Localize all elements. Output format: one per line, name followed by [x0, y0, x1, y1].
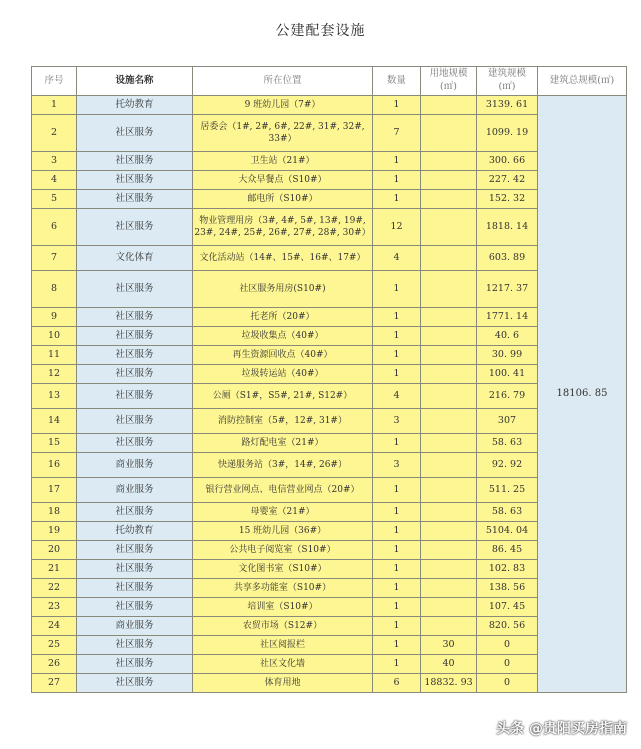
header-land-scale — [421, 67, 477, 96]
cell-quantity: 1 — [373, 655, 421, 674]
cell-building-scale: 1818. 14 — [477, 209, 538, 246]
cell-quantity: 1 — [373, 541, 421, 560]
cell-land-scale — [421, 560, 477, 579]
cell-land-scale — [421, 384, 477, 409]
table-row — [32, 171, 627, 190]
cell-facility-name: 商业服务 — [77, 453, 193, 478]
cell-index: 27 — [32, 674, 77, 693]
cell-building-scale: 58. 63 — [477, 434, 538, 453]
table-row — [32, 115, 627, 152]
cell-index: 26 — [32, 655, 77, 674]
cell-building-scale: 0 — [477, 636, 538, 655]
cell-quantity: 1 — [373, 327, 421, 346]
header-quantity: 数量 — [373, 67, 421, 96]
cell-quantity: 1 — [373, 96, 421, 115]
cell-facility-name: 社区服务 — [77, 541, 193, 560]
cell-location: 物业管理用房（3#, 4#, 5#, 13#, 19#, 23#, 24#, 25#, 26#, 27#, 28#, 30#） — [193, 209, 373, 246]
cell-facility-name: 商业服务 — [77, 617, 193, 636]
table-row — [32, 541, 627, 560]
cell-facility-name: 社区服务 — [77, 152, 193, 171]
cell-location: 文化图书室（S10#） — [193, 560, 373, 579]
cell-facility-name: 社区服务 — [77, 598, 193, 617]
cell-index: 10 — [32, 327, 77, 346]
cell-building-scale: 1771. 14 — [477, 308, 538, 327]
cell-land-scale — [421, 598, 477, 617]
cell-facility-name: 社区服务 — [77, 346, 193, 365]
cell-facility-name: 社区服务 — [77, 190, 193, 209]
table-row — [32, 190, 627, 209]
cell-building-scale: 86. 45 — [477, 541, 538, 560]
cell-index: 25 — [32, 636, 77, 655]
cell-building-scale: 100. 41 — [477, 365, 538, 384]
table-row — [32, 96, 627, 115]
cell-land-scale: 40 — [421, 655, 477, 674]
cell-quantity: 1 — [373, 636, 421, 655]
cell-building-scale: 216. 79 — [477, 384, 538, 409]
table-row — [32, 453, 627, 478]
cell-land-scale — [421, 522, 477, 541]
page-title: 公建配套设施 — [275, 23, 366, 39]
cell-index: 14 — [32, 409, 77, 434]
cell-building-scale: 1217. 37 — [477, 271, 538, 308]
table-row — [32, 478, 627, 503]
table-row — [32, 434, 627, 453]
cell-land-scale — [421, 503, 477, 522]
cell-land-scale — [421, 478, 477, 503]
header-facility-name: 设施名称 — [77, 67, 193, 96]
cell-land-scale — [421, 434, 477, 453]
cell-location: 培训室（S10#） — [193, 598, 373, 617]
cell-facility-name: 社区服务 — [77, 636, 193, 655]
cell-building-scale: 30. 99 — [477, 346, 538, 365]
cell-building-scale: 511. 25 — [477, 478, 538, 503]
table-row — [32, 655, 627, 674]
cell-index: 4 — [32, 171, 77, 190]
cell-quantity: 1 — [373, 152, 421, 171]
cell-quantity: 1 — [373, 522, 421, 541]
cell-land-scale — [421, 327, 477, 346]
cell-index: 18 — [32, 503, 77, 522]
cell-location: 快递服务站（3#，14#, 26#） — [193, 453, 373, 478]
cell-building-scale: 102. 83 — [477, 560, 538, 579]
cell-quantity: 7 — [373, 115, 421, 152]
cell-location: 公厕（S1#，S5#, 21#, S12#） — [193, 384, 373, 409]
cell-land-scale — [421, 409, 477, 434]
cell-building-scale: 307 — [477, 409, 538, 434]
table-row — [32, 617, 627, 636]
cell-total-building-scale: 18106. 85 — [538, 96, 627, 693]
cell-facility-name: 社区服务 — [77, 579, 193, 598]
cell-index: 24 — [32, 617, 77, 636]
cell-building-scale: 3139. 61 — [477, 96, 538, 115]
cell-facility-name: 社区服务 — [77, 308, 193, 327]
cell-location: 体育用地 — [193, 674, 373, 693]
table-row — [32, 674, 627, 693]
cell-location: 垃圾转运站（40#） — [193, 365, 373, 384]
table-body — [32, 96, 627, 693]
table-row — [32, 152, 627, 171]
cell-index: 8 — [32, 271, 77, 308]
cell-facility-name: 社区服务 — [77, 560, 193, 579]
cell-location: 社区阅报栏 — [193, 636, 373, 655]
cell-index: 11 — [32, 346, 77, 365]
cell-facility-name: 社区服务 — [77, 409, 193, 434]
cell-location: 托老所（20#） — [193, 308, 373, 327]
cell-quantity: 1 — [373, 365, 421, 384]
cell-quantity: 3 — [373, 409, 421, 434]
cell-facility-name: 托幼教育 — [77, 522, 193, 541]
header-building-scale-unit: (㎡) — [498, 81, 516, 92]
cell-building-scale: 5104. 04 — [477, 522, 538, 541]
cell-land-scale — [421, 171, 477, 190]
header-building-scale-line1: 建筑规模 — [487, 68, 526, 80]
cell-quantity: 1 — [373, 171, 421, 190]
table-row — [32, 384, 627, 409]
cell-land-scale: 18832. 93 — [421, 674, 477, 693]
cell-building-scale: 138. 56 — [477, 579, 538, 598]
cell-index: 21 — [32, 560, 77, 579]
cell-index: 9 — [32, 308, 77, 327]
cell-index: 1 — [32, 96, 77, 115]
cell-land-scale: 30 — [421, 636, 477, 655]
cell-building-scale: 107. 45 — [477, 598, 538, 617]
cell-land-scale — [421, 96, 477, 115]
cell-location: 卫生站（21#） — [193, 152, 373, 171]
cell-quantity: 1 — [373, 434, 421, 453]
cell-land-scale — [421, 541, 477, 560]
cell-quantity: 1 — [373, 308, 421, 327]
cell-land-scale — [421, 115, 477, 152]
cell-facility-name: 社区服务 — [77, 171, 193, 190]
cell-facility-name: 社区服务 — [77, 365, 193, 384]
cell-building-scale: 0 — [477, 674, 538, 693]
header-total-building-scale: 建筑总规模(㎡) — [538, 67, 627, 96]
cell-quantity: 3 — [373, 453, 421, 478]
table-row — [32, 365, 627, 384]
cell-land-scale — [421, 209, 477, 246]
cell-index: 16 — [32, 453, 77, 478]
cell-location: 消防控制室（5#，12#, 31#） — [193, 409, 373, 434]
cell-index: 7 — [32, 246, 77, 271]
cell-index: 5 — [32, 190, 77, 209]
cell-location: 农贸市场（S12#） — [193, 617, 373, 636]
cell-index: 17 — [32, 478, 77, 503]
table-row — [32, 503, 627, 522]
table-row — [32, 209, 627, 246]
cell-land-scale — [421, 152, 477, 171]
table-row — [32, 636, 627, 655]
cell-location: 母婴室（21#） — [193, 503, 373, 522]
cell-index: 2 — [32, 115, 77, 152]
table-row — [32, 598, 627, 617]
cell-index: 22 — [32, 579, 77, 598]
table-row — [32, 522, 627, 541]
cell-location: 银行营业网点、电信营业网点（20#） — [193, 478, 373, 503]
cell-building-scale: 58. 63 — [477, 503, 538, 522]
cell-location: 垃圾收集点（40#） — [193, 327, 373, 346]
cell-index: 6 — [32, 209, 77, 246]
header-building-scale — [477, 67, 538, 96]
cell-location: 社区服务用房(S10#) — [193, 271, 373, 308]
table-row — [32, 308, 627, 327]
table-row — [32, 579, 627, 598]
cell-quantity: 12 — [373, 209, 421, 246]
cell-quantity: 4 — [373, 384, 421, 409]
public-facilities-table — [31, 66, 627, 693]
cell-quantity: 1 — [373, 579, 421, 598]
table-header-row — [32, 67, 627, 96]
cell-land-scale — [421, 308, 477, 327]
cell-land-scale — [421, 346, 477, 365]
cell-land-scale — [421, 271, 477, 308]
table-row — [32, 346, 627, 365]
cell-land-scale — [421, 246, 477, 271]
header-index: 序号 — [32, 67, 77, 96]
header-location: 所在位置 — [193, 67, 373, 96]
watermark: 头条 @贵阳买房指南 — [496, 721, 627, 737]
cell-building-scale: 603. 89 — [477, 246, 538, 271]
header-land-scale-unit: (㎡) — [440, 81, 457, 92]
cell-land-scale — [421, 190, 477, 209]
cell-building-scale: 152. 32 — [477, 190, 538, 209]
header-land-scale-line1: 用地规模 — [429, 68, 468, 80]
cell-facility-name: 商业服务 — [77, 478, 193, 503]
cell-facility-name: 社区服务 — [77, 384, 193, 409]
cell-quantity: 1 — [373, 598, 421, 617]
table-row — [32, 409, 627, 434]
cell-quantity: 1 — [373, 560, 421, 579]
cell-location: 路灯配电室（21#） — [193, 434, 373, 453]
cell-building-scale: 0 — [477, 655, 538, 674]
cell-location: 再生资源回收点（40#） — [193, 346, 373, 365]
cell-facility-name: 文化体育 — [77, 246, 193, 271]
cell-land-scale — [421, 617, 477, 636]
cell-location: 15 班幼儿园（36#） — [193, 522, 373, 541]
table-row — [32, 246, 627, 271]
cell-building-scale: 227. 42 — [477, 171, 538, 190]
cell-building-scale: 820. 56 — [477, 617, 538, 636]
cell-index: 3 — [32, 152, 77, 171]
cell-facility-name: 社区服务 — [77, 434, 193, 453]
cell-building-scale: 1099. 19 — [477, 115, 538, 152]
cell-quantity: 1 — [373, 617, 421, 636]
cell-location: 公共电子阅览室（S10#） — [193, 541, 373, 560]
cell-location: 共享多功能室（S10#） — [193, 579, 373, 598]
cell-facility-name: 社区服务 — [77, 327, 193, 346]
table-row — [32, 560, 627, 579]
cell-quantity: 6 — [373, 674, 421, 693]
cell-quantity: 1 — [373, 346, 421, 365]
cell-facility-name: 托幼教育 — [77, 96, 193, 115]
cell-location: 居委会（1#, 2#, 6#, 22#, 31#, 32#, 33#） — [193, 115, 373, 152]
cell-index: 20 — [32, 541, 77, 560]
cell-location: 邮电所（S10#） — [193, 190, 373, 209]
cell-facility-name: 社区服务 — [77, 271, 193, 308]
cell-quantity: 1 — [373, 478, 421, 503]
cell-land-scale — [421, 579, 477, 598]
cell-quantity: 4 — [373, 246, 421, 271]
cell-land-scale — [421, 453, 477, 478]
cell-quantity: 1 — [373, 271, 421, 308]
cell-building-scale: 300. 66 — [477, 152, 538, 171]
cell-facility-name: 社区服务 — [77, 115, 193, 152]
cell-index: 23 — [32, 598, 77, 617]
cell-facility-name: 社区服务 — [77, 209, 193, 246]
cell-building-scale: 40. 6 — [477, 327, 538, 346]
cell-building-scale: 92. 92 — [477, 453, 538, 478]
table-row — [32, 327, 627, 346]
cell-land-scale — [421, 365, 477, 384]
cell-facility-name: 社区服务 — [77, 503, 193, 522]
cell-location: 大众早餐点（S10#） — [193, 171, 373, 190]
cell-quantity: 1 — [373, 190, 421, 209]
cell-index: 19 — [32, 522, 77, 541]
cell-location: 社区文化墙 — [193, 655, 373, 674]
cell-location: 9 班幼儿园（7#） — [193, 96, 373, 115]
cell-index: 13 — [32, 384, 77, 409]
cell-location: 文化活动站（14#、15#、16#、17#） — [193, 246, 373, 271]
cell-facility-name: 社区服务 — [77, 655, 193, 674]
cell-facility-name: 社区服务 — [77, 674, 193, 693]
cell-index: 12 — [32, 365, 77, 384]
cell-index: 15 — [32, 434, 77, 453]
cell-quantity: 1 — [373, 503, 421, 522]
table-row — [32, 271, 627, 308]
